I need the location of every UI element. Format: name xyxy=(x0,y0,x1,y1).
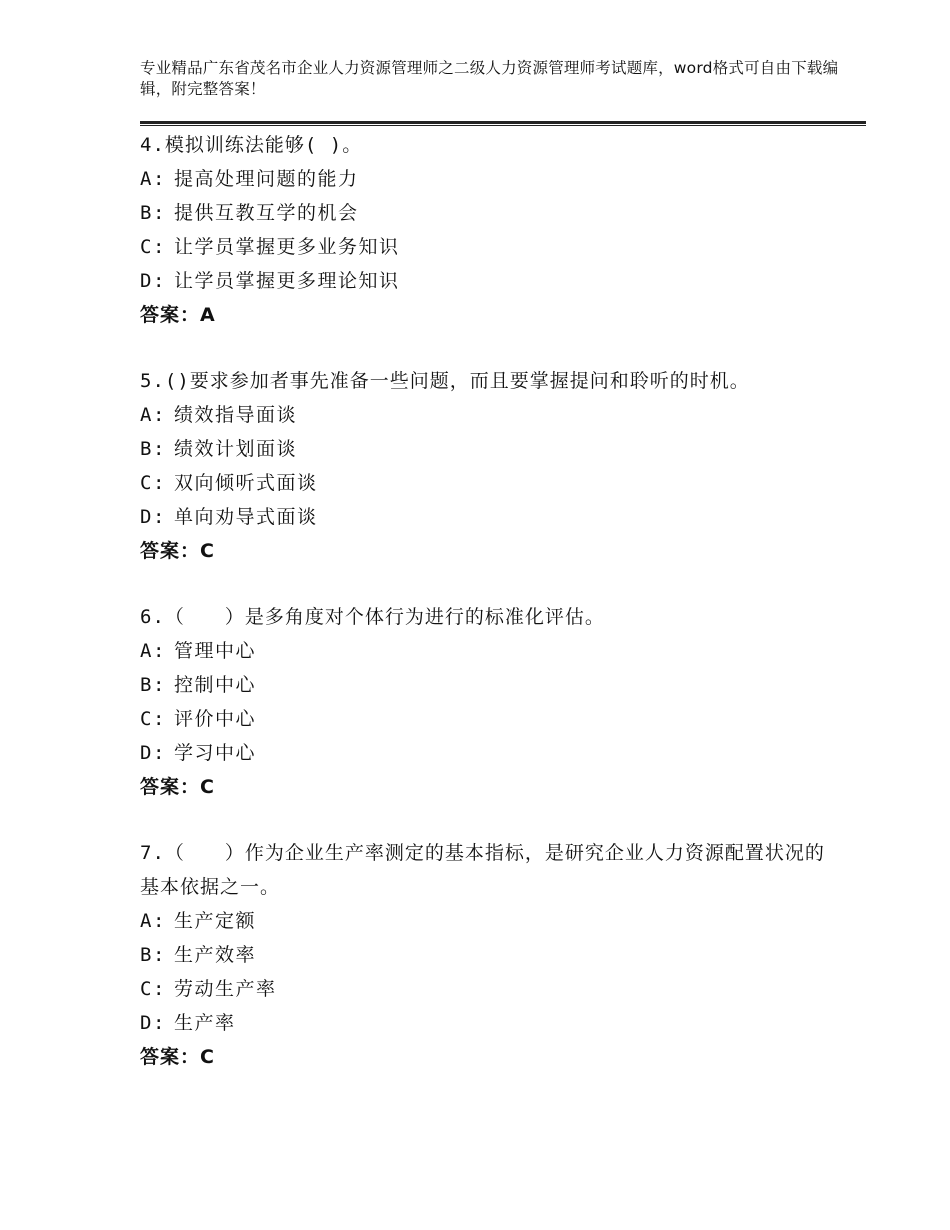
option-letter: A: xyxy=(140,168,166,190)
option-c xyxy=(140,702,840,736)
option-text: 提高处理问题的能力 xyxy=(174,168,359,190)
option-text: 生产定额 xyxy=(174,910,257,932)
question-stem: 6.（ ）是多角度对个体行为进行的标准化评估。 xyxy=(140,606,605,628)
option-text: 双向倾听式面谈 xyxy=(174,472,318,494)
option-text: 评价中心 xyxy=(174,708,257,730)
option-text: 让学员掌握更多业务知识 xyxy=(174,236,400,258)
option-text: 提供互教互学的机会 xyxy=(174,202,359,224)
answer-line: 答案：C xyxy=(140,776,215,798)
option-b xyxy=(140,196,840,230)
option-letter: B: xyxy=(140,202,166,224)
question-stem: 4.模拟训练法能够( )。 xyxy=(140,134,363,156)
answer-line: 答案：C xyxy=(140,540,215,562)
option-d xyxy=(140,264,840,298)
option-text: 生产率 xyxy=(174,1012,236,1034)
question-5 xyxy=(140,364,840,568)
option-b xyxy=(140,938,840,972)
option-c xyxy=(140,466,840,500)
option-b xyxy=(140,432,840,466)
option-letter: B: xyxy=(140,438,166,460)
option-d xyxy=(140,500,840,534)
question-6 xyxy=(140,600,840,804)
option-letter: C: xyxy=(140,708,166,730)
option-letter: C: xyxy=(140,978,166,1000)
answer-line: 答案：C xyxy=(140,1046,215,1068)
option-letter: A: xyxy=(140,404,166,426)
option-a xyxy=(140,398,840,432)
option-text: 学习中心 xyxy=(174,742,257,764)
question-stem: 7.（ ）作为企业生产率测定的基本指标，是研究企业人力资源配置状况的基本依据之一。 xyxy=(140,842,825,898)
option-letter: B: xyxy=(140,674,166,696)
option-a xyxy=(140,634,840,668)
question-7 xyxy=(140,836,840,1074)
option-text: 绩效计划面谈 xyxy=(174,438,298,460)
option-a xyxy=(140,162,840,196)
option-text: 生产效率 xyxy=(174,944,257,966)
document-header: 专业精品广东省茂名市企业人力资源管理师之二级人力资源管理师考试题库，word格式可自由下载编辑，附完整答案！ xyxy=(140,59,839,98)
question-list xyxy=(140,128,840,1106)
option-text: 管理中心 xyxy=(174,640,257,662)
option-letter: C: xyxy=(140,236,166,258)
header-rule-thin xyxy=(140,125,866,126)
option-d xyxy=(140,1006,840,1040)
header-rule-thick xyxy=(140,121,866,124)
option-text: 劳动生产率 xyxy=(174,978,277,1000)
option-letter: D: xyxy=(140,270,166,292)
option-text: 绩效指导面谈 xyxy=(174,404,298,426)
option-d xyxy=(140,736,840,770)
question-4 xyxy=(140,128,840,332)
option-letter: D: xyxy=(140,1012,166,1034)
option-text: 让学员掌握更多理论知识 xyxy=(174,270,400,292)
option-b xyxy=(140,668,840,702)
option-letter: A: xyxy=(140,640,166,662)
option-letter: A: xyxy=(140,910,166,932)
option-text: 控制中心 xyxy=(174,674,257,696)
option-c xyxy=(140,972,840,1006)
answer-line: 答案：A xyxy=(140,304,216,326)
option-text: 单向劝导式面谈 xyxy=(174,506,318,528)
option-a xyxy=(140,904,840,938)
option-c xyxy=(140,230,840,264)
option-letter: C: xyxy=(140,472,166,494)
question-stem: 5.()要求参加者事先准备一些问题，而且要掌握提问和聆听的时机。 xyxy=(140,370,750,392)
option-letter: B: xyxy=(140,944,166,966)
option-letter: D: xyxy=(140,506,166,528)
option-letter: D: xyxy=(140,742,166,764)
